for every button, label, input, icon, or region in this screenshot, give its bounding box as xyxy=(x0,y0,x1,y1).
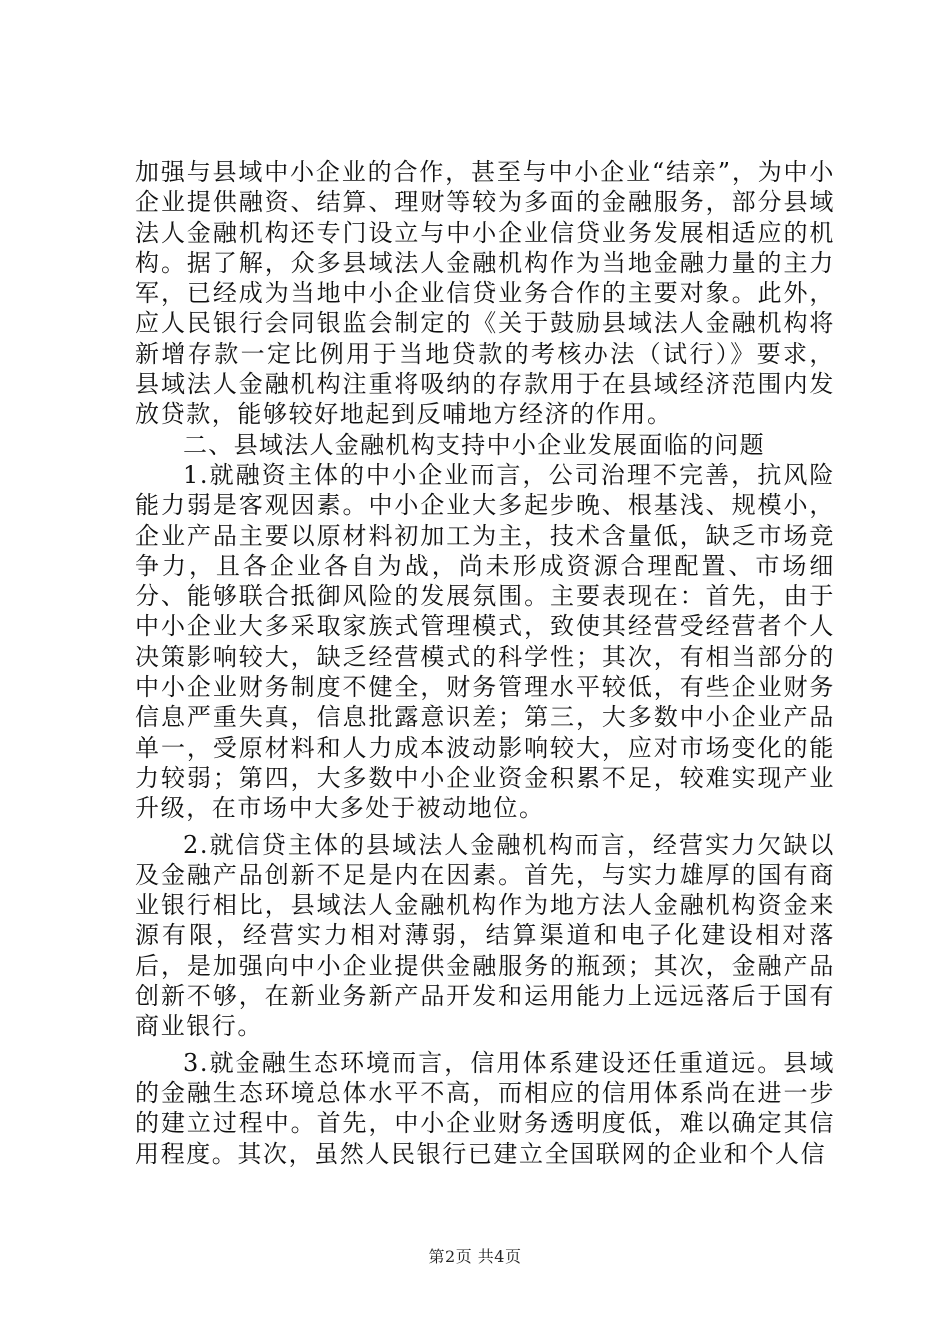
paragraph-item-1: 1.就融资主体的中小企业而言，公司治理不完善，抗风险能力弱是客观因素。中小企业大多起步晚、根基浅、规模小，企业产品主要以原材料初加工为主，技术含量低，缺乏市场竞争力，且各企业各自为战，尚未形成资源合理配置、市场细分、能够联合抵御风险的发展氛围。主要表现在：首先，由于中小企业大多采取家族式管理模式，致使其经营受经营者个人决策影响较大，缺乏经营模式的科学性；其次，有相当部分的中小企业财务制度不健全，财务管理水平较低，有些企业财务信息严重失真，信息批露意识差；第三，大多数中小企业产品单一，受原材料和人力成本波动影响较大，应对市场变化的能力较弱；第四，大多数中小企业资金积累不足，较难实现产业升级，在市场中大多处于被动地位。 xyxy=(135,460,835,823)
paragraph-continued: 加强与县域中小企业的合作，甚至与中小企业“结亲”，为中小企业提供融资、结算、理财等较为多面的金融服务，部分县域法人金融机构还专门设立与中小企业信贷业务发展相适应的机构。据了解，众多县域法人金融机构作为当地金融力量的主力军，已经成为当地中小企业信贷业务合作的主要对象。此外，应人民银行会同银监会制定的《关于鼓励县域法人金融机构将新增存款一定比例用于当地贷款的考核办法（试行）》要求，县域法人金融机构注重将吸纳的存款用于在县域经济范围内发放贷款，能够较好地起到反哺地方经济的作用。 xyxy=(135,158,835,429)
paragraph-item-3: 3.就金融生态环境而言，信用体系建设还任重道远。县域的金融生态环境总体水平不高，而相应的信用体系尚在进一步的建立过程中。首先，中小企业财务透明度低，难以确定其信用程度。其次，虽然人民银行已建立全国联网的企业和个人信 xyxy=(135,1048,835,1168)
section-heading: 二、县域法人金融机构支持中小企业发展面临的问题 xyxy=(183,430,765,459)
page-footer: 第2页 共4页 xyxy=(428,1247,522,1266)
paragraph-item-2: 2.就信贷主体的县域法人金融机构而言，经营实力欠缺以及金融产品创新不足是内在因素。首先，与实力雄厚的国有商业银行相比，县域法人金融机构作为地方法人金融机构资金来源有限，经营实力相对薄弱，结算渠道和电子化建设相对落后，是加强向中小企业提供金融服务的瓶颈；其次，金融产品创新不够，在新业务新产品开发和运用能力上远远落后于国有商业银行。 xyxy=(135,830,835,1041)
document-body xyxy=(135,157,835,1169)
